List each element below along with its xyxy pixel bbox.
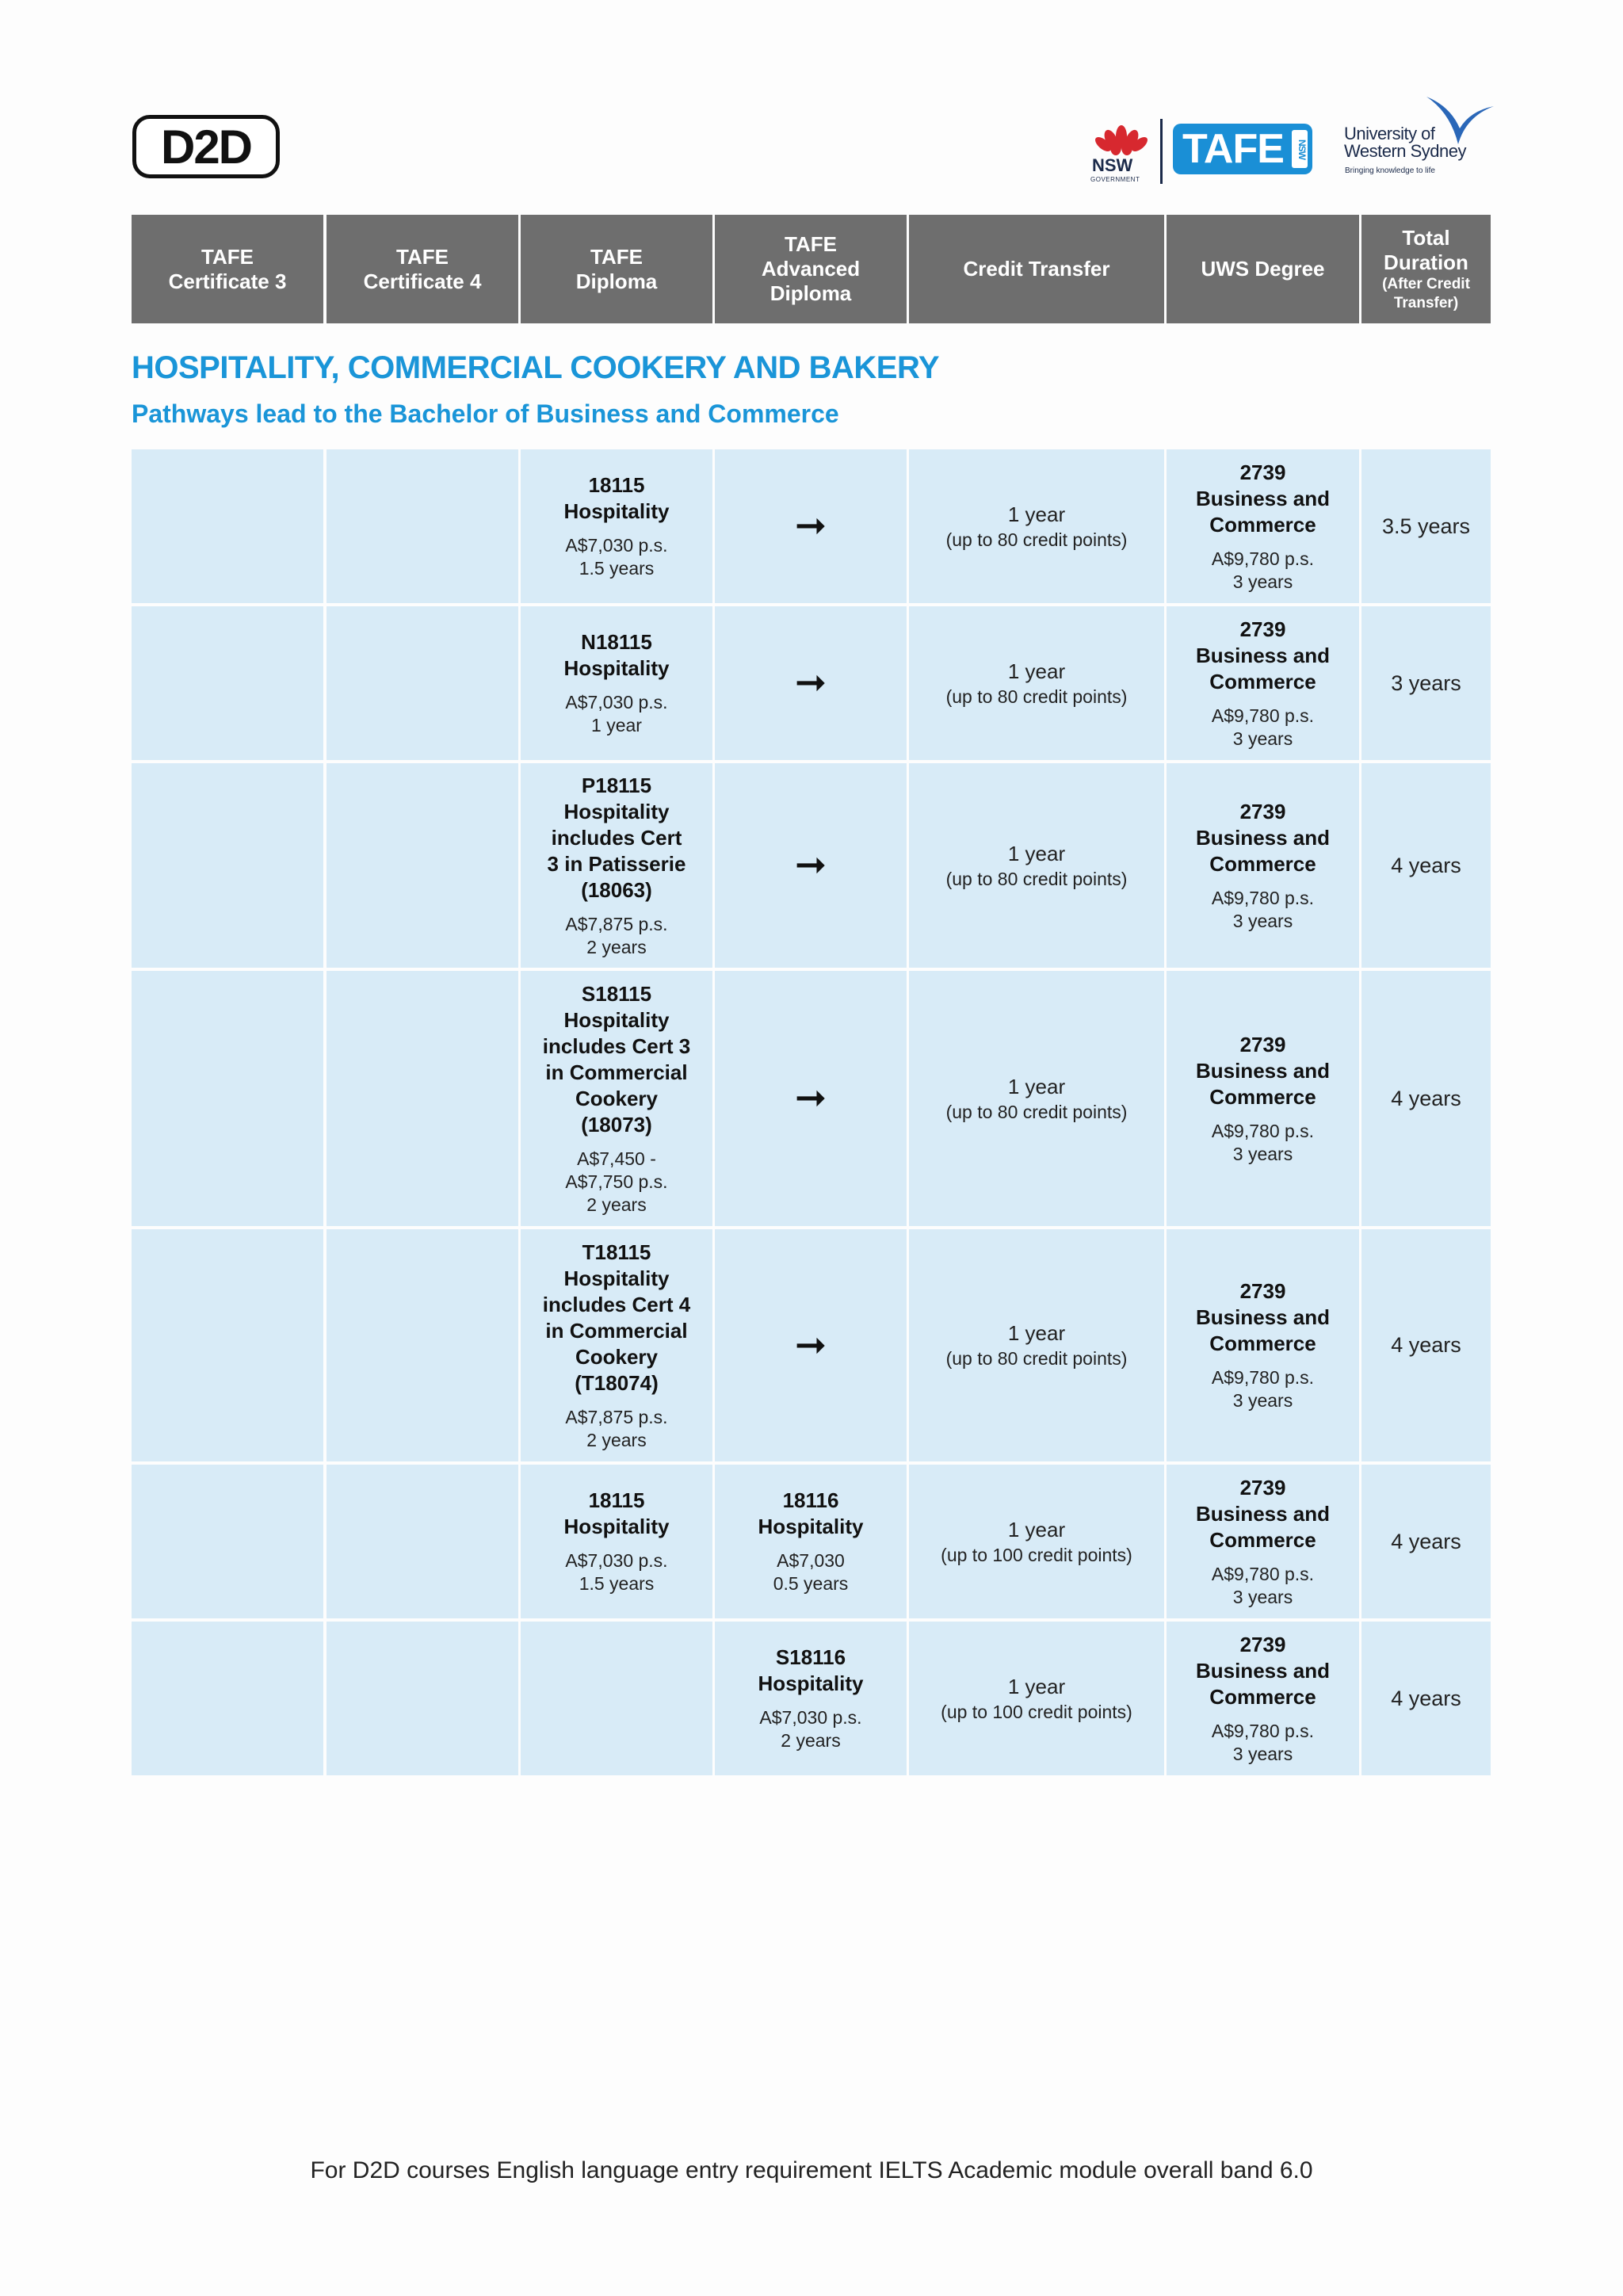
course-code: 18115 xyxy=(588,1488,645,1512)
course-code: S18116 xyxy=(775,1645,846,1669)
cell-tafe-cert4 xyxy=(327,763,518,968)
section-subtitle: Pathways lead to the Bachelor of Business and Commerce xyxy=(132,399,839,428)
header-tafe-advanced-diploma-line: Diploma xyxy=(769,281,852,305)
cell-total-duration xyxy=(1361,1229,1491,1461)
degree-title: Commerce xyxy=(1209,669,1316,693)
cell-tafe-cert3 xyxy=(132,1622,323,1775)
course-fee-line: A$7,030 p.s. xyxy=(565,692,668,712)
credit-transfer-points: (up to 80 credit points) xyxy=(945,868,1128,889)
header-credit-transfer xyxy=(909,215,1164,323)
course-fee xyxy=(759,1706,861,1752)
cell-tafe-cert4 xyxy=(327,449,518,603)
cell-uws-degree xyxy=(1167,1229,1359,1461)
credit-transfer-points: (up to 80 credit points) xyxy=(945,1101,1128,1122)
uws-logo-line2: Western Sydney xyxy=(1344,141,1467,161)
cell-tafe-cert4 xyxy=(327,1465,518,1618)
header-uws-degree xyxy=(1167,215,1359,323)
tafe-nsw-tag: NSW xyxy=(1292,130,1308,168)
course-title: includes Cert xyxy=(551,825,682,850)
course-fee-line: 2 years xyxy=(586,1429,647,1450)
degree-title: Business and xyxy=(1195,1305,1331,1329)
degree-fee xyxy=(1212,1720,1314,1766)
course-title: Hospitality xyxy=(758,1671,864,1695)
course-fee-line: A$7,030 p.s. xyxy=(565,535,668,556)
cell-credit-transfer xyxy=(909,1465,1164,1618)
cell-tafe-advanced-diploma xyxy=(715,1229,907,1461)
header-total-duration xyxy=(1361,215,1491,323)
degree-title: Business and xyxy=(1195,1501,1331,1526)
course-code: N18115 xyxy=(581,630,652,654)
degree-fee-line: A$9,780 p.s. xyxy=(1211,887,1315,908)
degree-fee-line: 3 years xyxy=(1232,571,1293,592)
credit-transfer-points: (up to 80 credit points) xyxy=(945,686,1128,707)
course-title: (18073) xyxy=(581,1112,652,1137)
course-code: P18115 xyxy=(581,773,652,797)
d2d-logo-text: D2D xyxy=(160,120,252,174)
cell-tafe-advanced-diploma xyxy=(715,1622,907,1775)
cell-tafe-advanced-diploma xyxy=(715,971,907,1226)
course-fee-line: A$7,030 p.s. xyxy=(759,1707,862,1728)
cell-credit-transfer xyxy=(909,449,1164,603)
header-total-duration-note: (After Credit xyxy=(1382,275,1470,292)
nsw-logo-text: NSW xyxy=(1092,155,1133,175)
degree-code: 2739 xyxy=(1239,799,1286,823)
degree-fee-line: 3 years xyxy=(1232,1390,1293,1411)
cell-total-duration xyxy=(1361,763,1491,968)
degree-fee-line: 3 years xyxy=(1232,910,1293,931)
course-fee-line: A$7,875 p.s. xyxy=(565,1406,668,1427)
credit-transfer-points: (up to 80 credit points) xyxy=(945,529,1128,550)
course-fee-line: 0.5 years xyxy=(773,1573,849,1594)
course-fee-line: A$7,875 p.s. xyxy=(565,913,668,934)
course-title: (T18074) xyxy=(575,1370,659,1395)
total-duration-value: 3.5 years xyxy=(1381,514,1471,538)
degree-fee-line: 3 years xyxy=(1232,728,1293,749)
degree-fee-line: A$9,780 p.s. xyxy=(1211,1120,1315,1141)
header-total-duration-note: Transfer) xyxy=(1393,294,1459,311)
header-tafe-advanced-diploma-line: Advanced xyxy=(761,257,861,281)
course-fee-line: A$7,030 xyxy=(777,1550,845,1571)
cell-tafe-cert3 xyxy=(132,449,323,603)
degree-code: 2739 xyxy=(1239,617,1286,641)
cell-tafe-cert4 xyxy=(327,971,518,1226)
cell-tafe-diploma xyxy=(521,1622,712,1775)
tafe-logo xyxy=(1173,124,1312,174)
credit-transfer-duration: 1 year xyxy=(1007,1674,1066,1698)
total-duration-value: 4 years xyxy=(1391,853,1461,877)
cell-total-duration xyxy=(1361,606,1491,760)
cell-tafe-advanced-diploma xyxy=(715,449,907,603)
course-title: Hospitality xyxy=(563,1007,670,1032)
course-fee-line: A$7,450 - xyxy=(577,1148,656,1169)
cell-uws-degree xyxy=(1167,1622,1359,1775)
cell-credit-transfer xyxy=(909,1622,1164,1775)
degree-code: 2739 xyxy=(1239,1632,1286,1656)
section-title: HOSPITALITY, COMMERCIAL COOKERY AND BAKERY xyxy=(132,350,940,385)
total-duration-value: 4 years xyxy=(1391,1086,1461,1110)
degree-title: Commerce xyxy=(1209,851,1316,876)
course-fee xyxy=(565,534,667,580)
total-duration-value: 3 years xyxy=(1391,670,1461,695)
course-fee-line: 2 years xyxy=(586,936,647,957)
cell-tafe-advanced-diploma xyxy=(715,1465,907,1618)
degree-title: Business and xyxy=(1195,1658,1331,1683)
header-tafe-diploma xyxy=(521,215,712,323)
credit-transfer-points: (up to 80 credit points) xyxy=(945,1348,1128,1369)
degree-fee-line: 3 years xyxy=(1232,1743,1293,1764)
course-title: Hospitality xyxy=(563,799,670,823)
cell-total-duration xyxy=(1361,1622,1491,1775)
header-tafe-advanced-diploma-line: TAFE xyxy=(785,232,837,256)
header-tafe-diploma-line: Diploma xyxy=(575,269,658,293)
cell-tafe-advanced-diploma xyxy=(715,763,907,968)
course-fee xyxy=(565,1549,667,1595)
header-tafe-cert3 xyxy=(132,215,323,323)
footer-note: For D2D courses English language entry requirement IELTS Academic module overall band 6.0 xyxy=(310,2157,1313,2183)
nsw-logo-subtext: GOVERNMENT xyxy=(1090,176,1140,183)
header-tafe-cert4-line: TAFE xyxy=(396,244,449,269)
course-fee-line: 1.5 years xyxy=(579,558,655,579)
credit-transfer-points: (up to 100 credit points) xyxy=(941,1701,1132,1722)
total-duration-value: 4 years xyxy=(1391,1686,1461,1710)
degree-title: Business and xyxy=(1195,486,1331,510)
tafe-logo-text: TAFE xyxy=(1182,126,1284,172)
cell-tafe-cert4 xyxy=(327,1229,518,1461)
header-tafe-cert4-line: Certificate 4 xyxy=(363,269,482,293)
d2d-logo xyxy=(132,115,280,178)
total-duration-value: 4 years xyxy=(1391,1333,1461,1357)
course-fee-line: 1 year xyxy=(591,715,642,735)
uws-logo-text xyxy=(1344,125,1466,160)
course-fee xyxy=(565,691,667,737)
degree-title: Business and xyxy=(1195,643,1331,667)
degree-title: Business and xyxy=(1195,1058,1331,1083)
cell-tafe-cert3 xyxy=(132,1229,323,1461)
cell-tafe-cert4 xyxy=(327,606,518,760)
cell-credit-transfer xyxy=(909,606,1164,760)
header-tafe-cert4 xyxy=(327,215,518,323)
course-fee xyxy=(565,1148,667,1217)
degree-title: Commerce xyxy=(1209,512,1316,537)
course-fee-line: 2 years xyxy=(781,1730,841,1751)
course-title: (18063) xyxy=(581,877,652,902)
header-total-duration-line: Duration xyxy=(1384,250,1468,274)
cell-tafe-diploma xyxy=(521,1465,712,1618)
course-fee xyxy=(565,913,667,959)
cell-total-duration xyxy=(1361,449,1491,603)
cell-tafe-diploma xyxy=(521,971,712,1226)
cell-tafe-advanced-diploma xyxy=(715,606,907,760)
degree-fee xyxy=(1212,705,1314,751)
cell-uws-degree xyxy=(1167,1465,1359,1618)
cell-tafe-cert3 xyxy=(132,606,323,760)
cell-tafe-cert3 xyxy=(132,763,323,968)
course-title: Hospitality xyxy=(563,1266,670,1290)
degree-title: Commerce xyxy=(1209,1084,1316,1109)
cell-tafe-diploma xyxy=(521,763,712,968)
cell-credit-transfer xyxy=(909,971,1164,1226)
credit-transfer-duration: 1 year xyxy=(1007,1321,1066,1345)
degree-code: 2739 xyxy=(1239,1279,1286,1303)
course-code: T18115 xyxy=(582,1240,651,1264)
header-tafe-cert3-line: TAFE xyxy=(201,244,254,269)
uws-tagline: Bringing knowledge to life xyxy=(1345,166,1435,175)
uws-logo-line1: University of xyxy=(1344,124,1435,143)
cell-uws-degree xyxy=(1167,606,1359,760)
course-title: in Commercial xyxy=(545,1060,688,1084)
cell-tafe-diploma xyxy=(521,449,712,603)
course-title: Cookery xyxy=(575,1086,659,1110)
credit-transfer-points: (up to 100 credit points) xyxy=(941,1544,1132,1565)
course-code: 18116 xyxy=(782,1488,839,1512)
header-tafe-advanced-diploma xyxy=(715,215,907,323)
arrow-right-icon: ➞ xyxy=(794,662,827,704)
degree-fee xyxy=(1212,1120,1314,1166)
degree-title: Commerce xyxy=(1209,1527,1316,1552)
degree-code: 2739 xyxy=(1239,460,1286,484)
course-code: 18115 xyxy=(588,473,645,497)
arrow-right-icon: ➞ xyxy=(794,1077,827,1119)
header-credit-transfer-label: Credit Transfer xyxy=(963,257,1110,281)
course-title: includes Cert 4 xyxy=(542,1292,691,1316)
course-fee-line: 1.5 years xyxy=(579,1573,655,1594)
header-uws-degree-label: UWS Degree xyxy=(1201,257,1325,281)
header-tafe-diploma-line: TAFE xyxy=(590,244,643,269)
degree-code: 2739 xyxy=(1239,1032,1286,1056)
cell-tafe-cert4 xyxy=(327,1622,518,1775)
course-code: S18115 xyxy=(581,981,652,1006)
course-title: Cookery xyxy=(575,1344,659,1369)
degree-title: Business and xyxy=(1195,825,1331,850)
course-fee xyxy=(565,1406,667,1452)
cell-credit-transfer xyxy=(909,1229,1164,1461)
degree-title: Commerce xyxy=(1209,1684,1316,1709)
degree-fee-line: 3 years xyxy=(1232,1586,1293,1607)
course-fee-line: 2 years xyxy=(586,1194,647,1215)
degree-fee-line: A$9,780 p.s. xyxy=(1211,1367,1315,1388)
course-fee-line: A$7,030 p.s. xyxy=(565,1550,668,1571)
cell-credit-transfer xyxy=(909,763,1164,968)
degree-fee-line: 3 years xyxy=(1232,1143,1293,1164)
logo-divider xyxy=(1160,119,1163,184)
cell-tafe-cert3 xyxy=(132,1465,323,1618)
degree-fee xyxy=(1212,1563,1314,1609)
degree-fee xyxy=(1212,1366,1314,1412)
course-title: in Commercial xyxy=(545,1318,688,1343)
credit-transfer-duration: 1 year xyxy=(1007,502,1066,526)
course-title: Hospitality xyxy=(563,1515,670,1538)
course-fee xyxy=(773,1549,849,1595)
arrow-right-icon: ➞ xyxy=(794,844,827,886)
cell-uws-degree xyxy=(1167,763,1359,968)
cell-total-duration xyxy=(1361,1465,1491,1618)
cell-tafe-cert3 xyxy=(132,971,323,1226)
arrow-right-icon: ➞ xyxy=(794,505,827,547)
course-title: Hospitality xyxy=(563,656,670,680)
total-duration-value: 4 years xyxy=(1391,1529,1461,1553)
degree-fee-line: A$9,780 p.s. xyxy=(1211,1720,1315,1741)
cell-uws-degree xyxy=(1167,449,1359,603)
degree-fee xyxy=(1212,548,1314,594)
credit-transfer-duration: 1 year xyxy=(1007,1074,1066,1098)
degree-fee-line: A$9,780 p.s. xyxy=(1211,705,1315,726)
course-title: Hospitality xyxy=(563,499,670,523)
course-title: 3 in Patisserie xyxy=(547,851,686,876)
cell-uws-degree xyxy=(1167,971,1359,1226)
header-tafe-cert3-line: Certificate 3 xyxy=(168,269,287,293)
degree-title: Commerce xyxy=(1209,1331,1316,1355)
credit-transfer-duration: 1 year xyxy=(1007,659,1066,683)
course-title: includes Cert 3 xyxy=(542,1033,691,1058)
course-title: Hospitality xyxy=(758,1515,864,1538)
cell-tafe-diploma xyxy=(521,606,712,760)
arrow-right-icon: ➞ xyxy=(794,1324,827,1366)
header-total-duration-line: Total xyxy=(1402,225,1450,250)
degree-fee-line: A$9,780 p.s. xyxy=(1211,548,1315,569)
degree-fee-line: A$9,780 p.s. xyxy=(1211,1563,1315,1584)
cell-total-duration xyxy=(1361,971,1491,1226)
degree-fee xyxy=(1212,887,1314,933)
cell-tafe-diploma xyxy=(521,1229,712,1461)
credit-transfer-duration: 1 year xyxy=(1007,1517,1066,1541)
credit-transfer-duration: 1 year xyxy=(1007,841,1066,865)
course-fee-line: A$7,750 p.s. xyxy=(565,1171,668,1192)
degree-code: 2739 xyxy=(1239,1475,1286,1499)
